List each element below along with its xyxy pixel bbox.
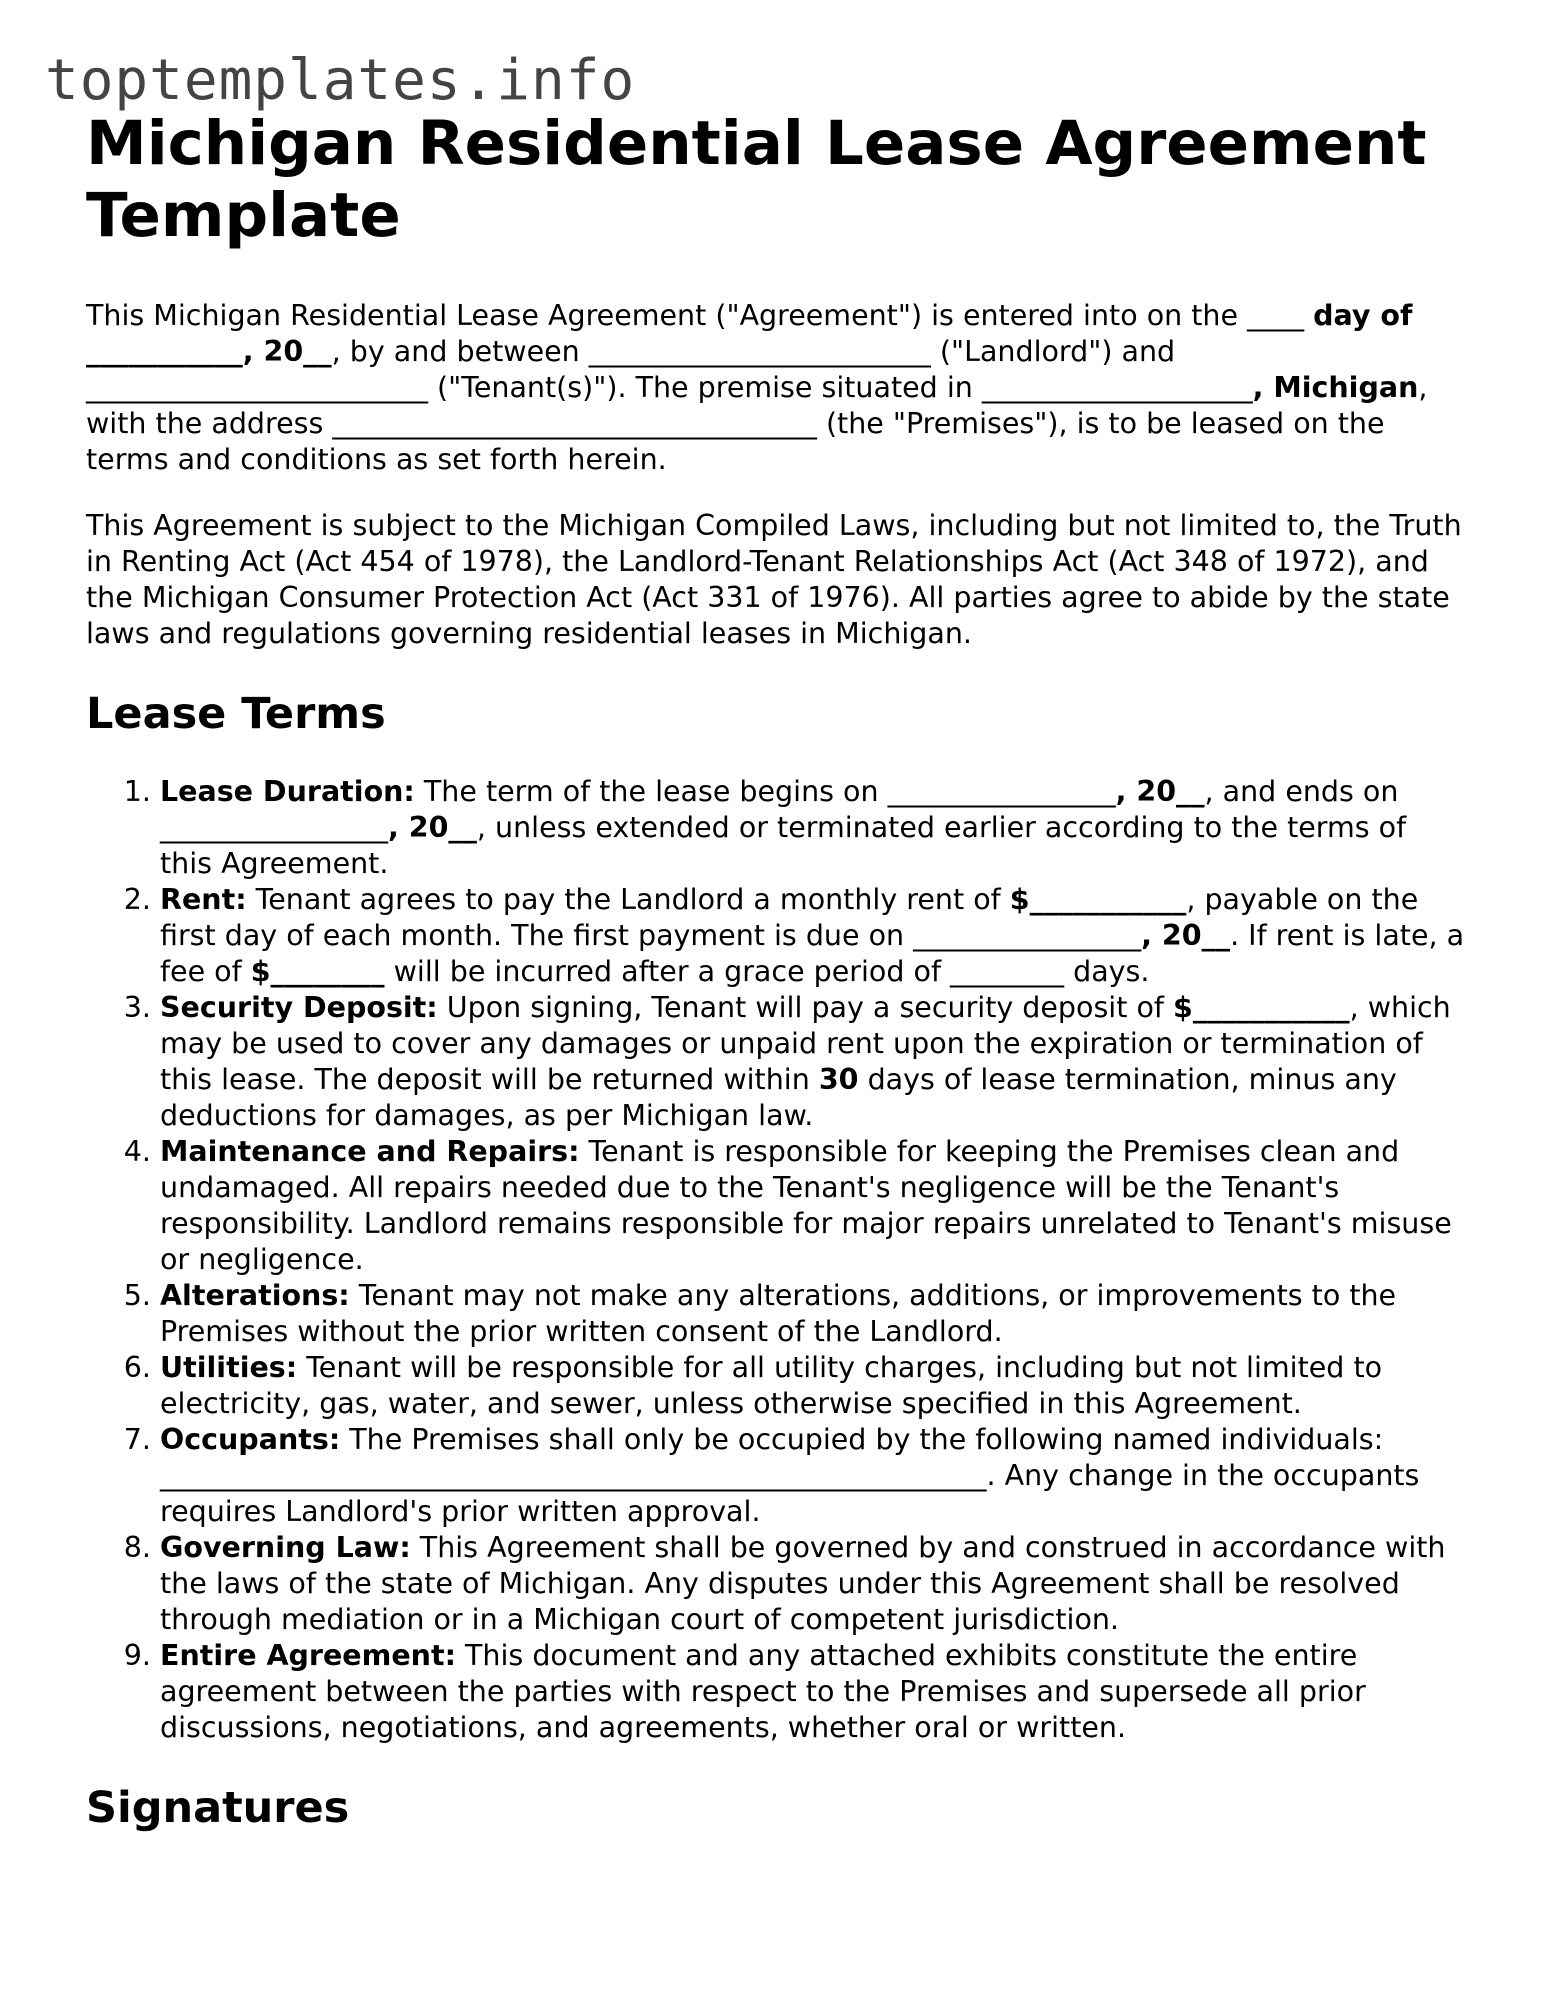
term-lease-duration: 1. Lease Duration: The term of the lease begins on ________________, 20__, and ends on ________________, 20__, unless extended or terminated earlier according to the terms of this Agreement.	[160, 774, 1466, 882]
document-title	[86, 108, 1466, 252]
term-alterations: 5. Alterations: Tenant may not make any alterations, additions, or improvements to the Premises without the prior written consent of the Landlord.	[160, 1278, 1466, 1350]
watermark: toptemplates.info	[45, 48, 636, 113]
term-utilities: 6. Utilities: Tenant will be responsible for all utility charges, including but not limited to electricity, gas, water, and sewer, unless otherwise specified in this Agreement.	[160, 1350, 1466, 1422]
intro-paragraph: This Michigan Residential Lease Agreement ("Agreement") is entered into on the ____ day of ___________, 20__, by and between ________________________ ("Landlord") and ________________________ ("Tenant(s)"). The premise situated in ___________________, Michigan, with the address __________________________________ (the "Premises"), is to be leased on the terms and conditions as set forth herein.	[86, 299, 1428, 476]
legal-basis-paragraph: This Agreement is subject to the Michigan Compiled Laws, including but not limited to, the Truth in Renting Act (Act 454 of 1978), the Landlord-Tenant Relationships Act (Act 348 of 1972), and the Michigan Consumer Protection Act (Act 331 of 1976). All parties agree to abide by the state laws and regulations governing residential leases in Michigan.	[86, 509, 1462, 650]
term-maintenance-repairs: 4. Maintenance and Repairs: Tenant is responsible for keeping the Premises clean and undamaged. All repairs needed due to the Tenant's negligence will be the Tenant's responsibility. Landlord remains responsible for major repairs unrelated to Tenant's misuse or negligence.	[160, 1134, 1466, 1278]
term-entire-agreement: 9. Entire Agreement: This document and any attached exhibits constitute the entire agreement between the parties with respect to the Premises and supersede all prior discussions, negotiations, and agreements, whether oral or written.	[160, 1638, 1466, 1746]
document-page	[86, 108, 1466, 1834]
term-security-deposit: 3. Security Deposit: Upon signing, Tenant will pay a security deposit of $___________, which may be used to cover any damages or unpaid rent upon the expiration or termination of this lease. The deposit will be returned within 30 days of lease termination, minus any deductions for damages, as per Michigan law.	[160, 990, 1466, 1134]
term-occupants: 7. Occupants: The Premises shall only be occupied by the following named individuals: __________________________________________________________. Any change in the occupants requires Landlord's prior written approval.	[160, 1422, 1466, 1530]
term-governing-law: 8. Governing Law: This Agreement shall be governed by and construed in accordance with the laws of the state of Michigan. Any disputes under this Agreement shall be resolved through mediation or in a Michigan court of competent jurisdiction.	[160, 1530, 1466, 1638]
title-line-2: Template	[86, 180, 401, 251]
title-line-1: Michigan Residential Lease Agreement	[86, 108, 1427, 179]
term-rent: 2. Rent: Tenant agrees to pay the Landlord a monthly rent of $___________, payable on the first day of each month. The first payment is due on ________________, 20__. If rent is late, a fee of $________ will be incurred after a grace period of ________ days.	[160, 882, 1466, 990]
lease-terms-list	[86, 774, 1466, 1746]
signatures-heading: Signatures	[86, 1783, 350, 1833]
lease-terms-heading: Lease Terms	[86, 689, 386, 739]
